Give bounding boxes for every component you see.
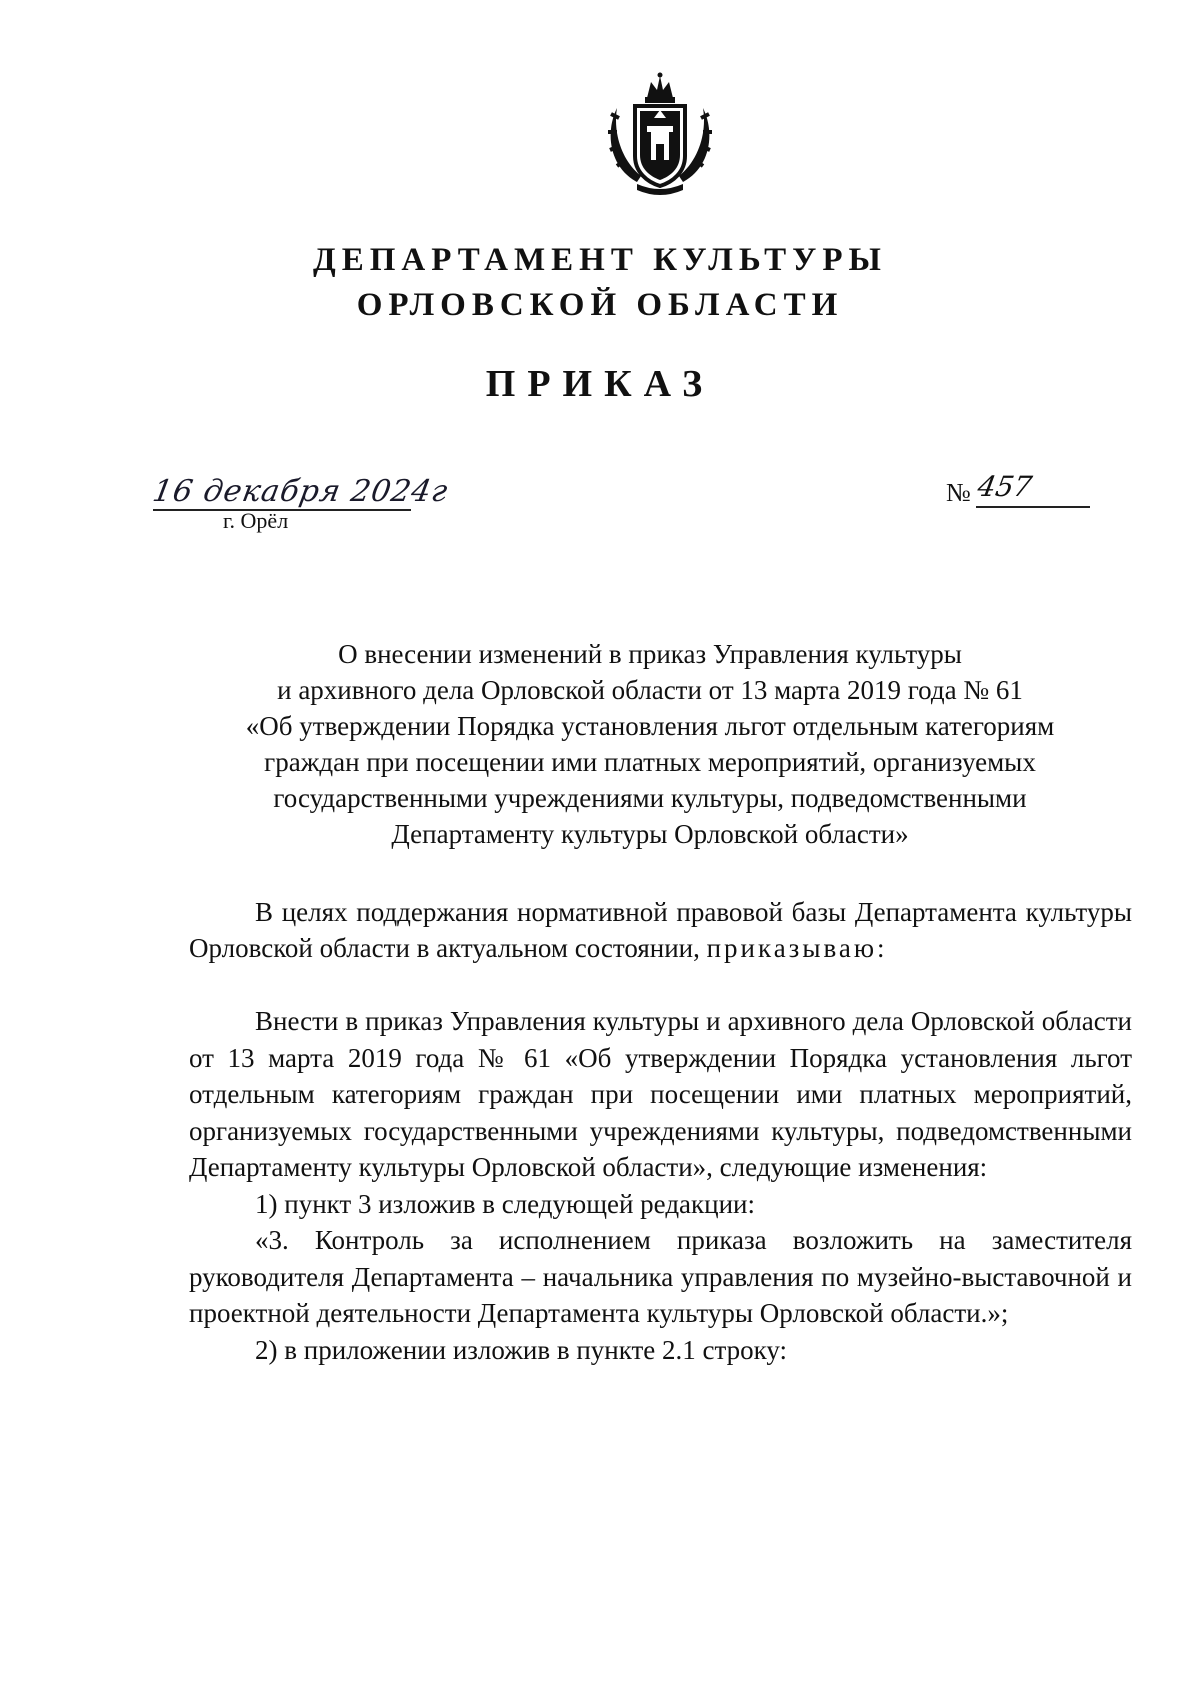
order-title bbox=[160, 636, 1140, 852]
title-line: и архивного дела Орловской области от 13 марта 2019 года № 61 bbox=[277, 675, 1023, 705]
coat-of-arms-icon bbox=[601, 72, 719, 196]
department-title-line-2: ОРЛОВСКОЙ ОБЛАСТИ bbox=[356, 287, 844, 323]
handwritten-order-number: 457 bbox=[975, 470, 1035, 503]
department-title-line-1: ДЕПАРТАМЕНТ КУЛЬТУРЫ bbox=[313, 242, 887, 278]
list-item-2: 2) в приложении изложив в пункте 2.1 строку: bbox=[255, 1334, 788, 1365]
preamble-text: В целях поддержания нормативной правовой базы Департамента культуры Орловской области в актуальном состоянии, bbox=[189, 897, 1132, 963]
title-line: «Об утверждении Порядка установления льгот отдельным категориям bbox=[245, 711, 1055, 741]
number-sign: № bbox=[946, 478, 971, 507]
document-type-heading: ПРИКАЗ bbox=[485, 363, 715, 405]
list-item-1-text: «3. Контроль за исполнением приказа возложить на заместителя руководителя Департамента – начальника управления по музейно-выставочной и проектной деятельности Департамента культуры Орловской области.»; bbox=[189, 1225, 1132, 1328]
order-body bbox=[189, 1003, 1132, 1368]
preamble-paragraph bbox=[189, 894, 1132, 966]
title-line: Департаменту культуры Орловской области» bbox=[391, 819, 909, 849]
number-underline bbox=[976, 506, 1090, 508]
title-line: граждан при посещении ими платных мероприятий, организуемых bbox=[264, 747, 1036, 777]
handwritten-date: 16 декабря 2024г bbox=[150, 474, 451, 509]
command-word: приказываю: bbox=[706, 933, 888, 963]
title-line: О внесении изменений в приказ Управления культуры bbox=[338, 639, 962, 669]
city-label: г. Орёл bbox=[223, 508, 289, 533]
body-paragraph: Внести в приказ Управления культуры и архивного дела Орловской области от 13 марта 2019 года № 61 «Об утверждении Порядка установления льгот отдельным категориям граждан при посещении ими платных мероприятий, организуемых государственными учреждениями культуры, подведомственными Департаменту культуры Орловской области», следующие изменения: bbox=[189, 1006, 1132, 1182]
title-line: государственными учреждениями культуры, подведомственными bbox=[273, 783, 1027, 813]
list-item-1: 1) пункт 3 изложив в следующей редакции: bbox=[255, 1188, 756, 1219]
